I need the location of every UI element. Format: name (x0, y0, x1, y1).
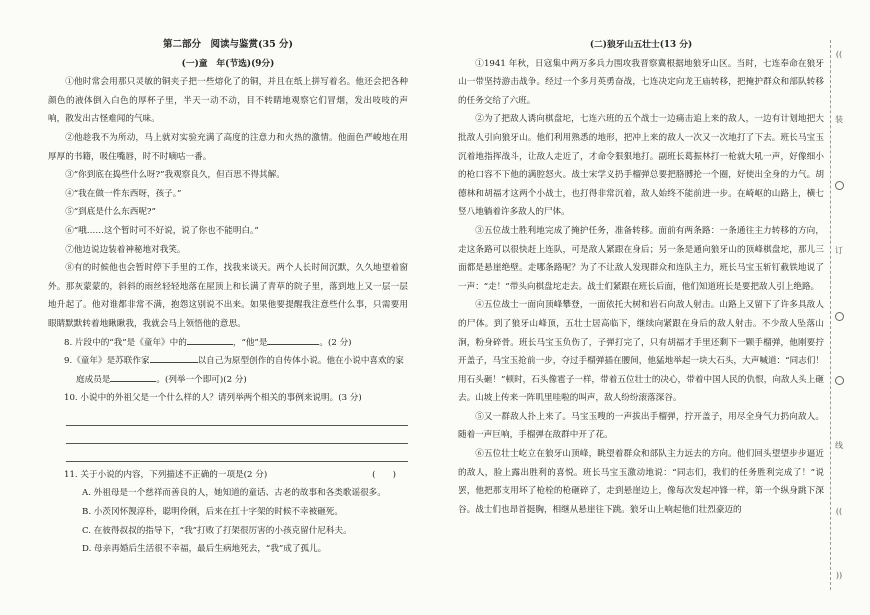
binding-hole (835, 181, 844, 190)
binding-mark: )) (835, 571, 843, 580)
answer-line[interactable] (66, 444, 408, 462)
option-d[interactable]: D. 母亲再婚后生活很不幸福，最后生病地死去，“我”成了孤儿。 (82, 544, 327, 555)
passage-paragraph: ⑤“到底是什么东西呢?” (65, 207, 156, 218)
binding-char: 订 (835, 246, 843, 256)
binding-hole (835, 376, 844, 385)
answer-bracket[interactable]: ( ) (372, 469, 396, 480)
passage-paragraph: ①1941 年秋，日寇集中两万多兵力围攻我晋察冀根据地狼牙山区。当时，七连奉命在狼牙山一带坚持游击战争。经过一个多月英勇奋战，七连决定向龙王庙转移，把掩护群众和部队转移的任务交给了六班。 (458, 58, 824, 106)
answer-line[interactable] (66, 426, 408, 444)
passage-paragraph: ②为了把敌人诱向棋盘坨，七连六班的五个战士一边痛击追上来的敌人，一边有计划地把大批敌人引向狼牙山。他们利用熟悉的地形，把冲上来的敌人一次又一次地打了下去。班长马宝玉沉着地指挥战斗，让敌人走近了，才命令狠狠地打。副班长葛振林打一枪就大吼一声，好像细小的枪口容不下他的满腔怒火。战士宋学义扔手榴弹总要把胳膊抡一个圈，好使出全身的力气。胡德林和胡福才这两个小战士，也打得非常沉着，敌人始终不能前进一步。在崎岖的山路上，横七竖八地躺着许多敌人的尸体。 (458, 114, 824, 218)
right-column (458, 36, 824, 519)
question-10: 10. 小说中的外祖父是一个什么样的人？请列举两个相关的事例来说明。(3 分) (64, 393, 362, 404)
answer-line[interactable] (66, 408, 408, 426)
binding-mark: (( (835, 50, 843, 59)
passage-paragraph: ⑥五位壮士屹立在狼牙山顶峰，眺望着群众和部队主力远去的方向。他们回头望望步步逼近的敌人，脸上露出胜利的喜悦。班长马宝玉激动地说：“同志们，我们的任务胜利完成了！”说罢，他把那支用坏了枪栓的枪砸碎了，走到悬崖边上，像每次发起冲锋一样，第一个纵身跳下深谷。战士们也昂首挺胸，相继从悬崖往下跳。狼牙山上响起他们壮烈豪迈的 (458, 449, 824, 515)
passage-paragraph: ④五位战士一面向顶峰攀登，一面依托大树和岩石向敌人射击。山路上又留下了许多具敌人的尸体。到了狼牙山峰顶，五壮士居高临下，继续向紧跟在身后的敌人射击。不少敌人坠落山涧，粉身碎骨。班长马宝玉负伤了，子弹打完了，只有胡福才手里还剩下一颗手榴弹，他刚要拧开盖子，马宝玉抢前一步，夺过手榴弹插在腰间，他猛地举起一块大石头，大声喊道：“同志们！用石头砸！”顿时，石头像雹子一样，带着五位壮士的决心，带着中国人民的仇恨，向敌人头上砸去。山坡上传来一阵叽里哇啦的叫声，敌人纷纷滚落深谷。 (458, 300, 824, 404)
option-c[interactable]: C. 在彼得叔叔的指导下，“我”打败了打架很厉害的小孩克留什尼科夫。 (82, 525, 352, 536)
passage-two-title: (二)狼牙山五壮士(13 分) (589, 40, 693, 50)
option-a[interactable]: A. 外祖母是一个慈祥而善良的人，她知道的童话、古老的故事和各类歌谣很多。 (82, 488, 386, 499)
passage-paragraph: ④“我在做一件东西呀，孩子。” (65, 188, 182, 199)
passage-paragraph: ⑦他边说边装着神秘地对我笑。 (65, 244, 186, 255)
answer-blank[interactable] (187, 334, 233, 345)
answer-blank[interactable] (150, 352, 198, 363)
question-11: 11. 关于小说的内容，下列描述不正确的一项是(2 分) ( ) (48, 466, 408, 485)
binding-char: 线 (835, 441, 843, 451)
passage-paragraph: ⑤又一群敌人扑上来了。马宝玉嗖的一声拔出手榴弹，拧开盖子，用尽全身气力扔向敌人。随着一声巨响，手榴弹在敌群中开了花。 (458, 411, 824, 441)
section-title: 第二部分 阅读与鉴赏(35 分) (162, 39, 294, 50)
passage-one-title: (一)童 年(节选)(9分) (181, 58, 275, 69)
answer-blank[interactable] (110, 371, 156, 382)
answer-blank[interactable] (267, 334, 319, 345)
passage-paragraph: ③“你到底在捣些什么呀?”我观察良久，但百思不得其解。 (65, 170, 285, 181)
passage-paragraph: ③五位战士胜利地完成了掩护任务，准备转移。面前有两条路：一条通往主力转移的方向，走这条路可以很快赶上连队，可是敌人紧跟在身后；另一条是通向狼牙山的顶峰棋盘坨，那儿三面都是悬崖绝壁。走哪条路呢？为了不让敌人发现群众和连队主力，班长马宝玉斩钉截铁地说了一声：“走！”带头向棋盘坨走去。战士们紧跟在班长后面，他们知道班长是要把敌人引上绝路。 (458, 225, 824, 292)
passage-paragraph: ①他时常会用那只灵敏的铜夹子把一些熔化了的铜，并且在纸上拼写着名。他还会把各种颜色的液体倒入白色的厚杯子里，半天一动不动，目不转睛地观察它们冒烟，发出吱吱的声响，散发出古怪难闻的气味。 (48, 77, 408, 125)
passage-paragraph: ⑧有的时候他也会暂时停下手里的工作，找我来谈天。两个人长时间沉默，久久地望着窗外。那灰蒙蒙的，斜斜的雨丝轻轻地落在屋顶上和长满了青草的院子里，落到地上又一层一层地升起了。他对谁都非常不满，抱怨这别说不出来。如果他要提醒我注意些什么事，只需要用眼睛默默转着地瞅瞅我，我就会马上领悟他的意思。 (48, 263, 408, 329)
question-9: 9.《童年》是苏联作家 以自己为原型创作的自传体小说。他在小说中喜欢的家 (48, 352, 408, 371)
question-9-cont: 庭成员是 。(列举一个即可)(2 分) (48, 371, 408, 390)
question-8: 8. 片段中的“我”是《童年》中的 ，“他”是 。(2 分) (48, 334, 408, 353)
binding-hole (835, 312, 844, 321)
option-b[interactable]: B. 小茨冈怀觊淳朴，聪明伶俐，后来在扛十字架的时候不幸被砸死。 (82, 507, 343, 518)
passage-paragraph: ②他趁我不为所动，马上就对实验充满了高度的注意力和火热的激情。他面色严峻地在用厚厚的书籍，吸住嘴唇，时不时嘀咕一番。 (48, 132, 408, 162)
passage-paragraph: ⑥“哦……这个暂时可不好说，说了你也不能明白。” (65, 225, 259, 236)
left-column (48, 36, 408, 559)
binding-margin (828, 50, 850, 580)
binding-char: 装 (835, 115, 843, 125)
binding-mark: (( (835, 506, 843, 516)
